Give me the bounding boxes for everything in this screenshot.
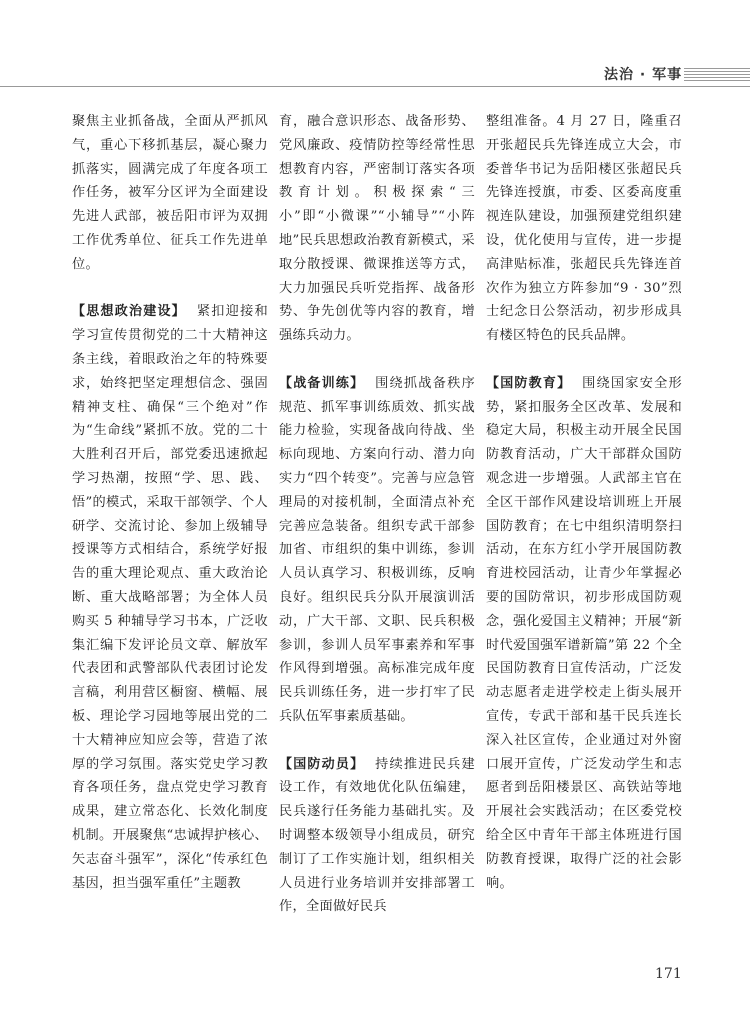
continued-paragraph: 整组准备。4 月 27 日，隆重召开张超民兵先锋连成立大会，市委普华书记为岳阳楼区张超民兵先锋连授旗，市委、区委高度重视连队建设，加强预建党组织建设，优化使用与宣传，进一步提高津贴标准，张超民兵先锋连首次作为独立方阵参加“9 · 30”烈士纪念日公祭活动，初步形成具有楼区特色的民兵品牌。 [486, 114, 682, 344]
intro-paragraph: 聚焦主业抓备战，全面从严抓风气，重心下移抓基层，凝心聚力抓落实，圆满完成了年度各项工作任务，被军分区评为全面建设先进人武部，被岳阳市评为双拥工作优秀单位、征兵工作先进单位。 [72, 114, 268, 272]
header-stripes-decoration [684, 68, 750, 82]
continued-paragraph: 育，融合意识形态、战备形势、党风廉政、疫情防控等经常性思想教育内容，严密制订落实各项教育计划。积极探索“三小”即“小微课”“小辅导”“小阵地”民兵思想政治教育新模式，采取分散授课、微课推送等方式，大力加强民兵听党指挥、战备形势、争先创优等内容的教育，增强练兵动力。 [279, 114, 475, 344]
section-title: 法治 · 军事 [604, 67, 683, 83]
header-rule [0, 86, 750, 87]
column-1 [72, 110, 268, 895]
section-heading-political: 【思想政治建设】 [72, 304, 186, 320]
section-body-mobilization: 持续推进民兵建设工作，有效地优化队伍编建，民兵遂行任务能力基础扎实。及时调整本级领导小组成员，研究制订了工作实施计划，组织相关人员进行业务培训并安排部署工作，全面做好民兵 [279, 756, 475, 915]
combat-training-paragraph [279, 372, 475, 729]
section-heading-mobilization: 【国防动员】 [279, 756, 365, 772]
section-body-defense-education: 围绕国家安全形势，紧扣服务全区改革、发展和稳定大局，积极主动开展全民国防教育活动，广大干部群众国防观念进一步增强。人武部主官在全区干部作风建设培训班上开展国防教育；在七中组织清明祭扫活动，在东方红小学开展国防教育进校园活动，让青少年掌握必要的国防常识，初步形成国防观念，强化爱国主义精神；开展“新时代爱国强军谱新篇”第 22 个全民国防教育日宣传活动，广泛发动志愿者走进学校走上街头展开宣传，专武干部和基干民兵连长深入社区宣传，企业通过对外窗口展开宣传，广泛发动学生和志愿者到岳阳楼景区、高铁站等地开展社会实践活动；在区委党校给全区中青年干部主体班进行国防教育授课，取得广泛的社会影响。 [486, 375, 682, 891]
section-body-political: 紧扣迎接和学习宣传贯彻党的二十大精神这条主线，着眼政治之年的特殊要求，始终把坚定理想信念、强固精神支柱、确保“三个绝对”作为“生命线”紧抓不放。党的二十大胜利召开后，部党委迅速掀起学习热潮，按照“学、思、践、悟”的模式，采取干部领学、个人研学、交流讨论、参加上级辅导授课等方式相结合，系统学好报告的重大理论观点、重大政治论断、重大战略部署；为全体人员购买 5 种辅导学习书本，广泛收集汇编下发评论员文章、解放军代表团和武警部队代表团讨论发言稿，利用营区橱窗、横幅、展板、理论学习园地等展出党的二十大精神应知应会等，营造了浓厚的学习氛围。落实党史学习教育各项任务，盘点党史学习教育成果，建立常态化、长效化制度机制。开展聚焦“忠诚捍护核心、矢志奋斗强军”，深化“传承红色基因，担当强军重任”主题教 [72, 304, 269, 891]
column-2 [279, 110, 475, 919]
mobilization-paragraph [279, 753, 475, 920]
section-heading-combat-training: 【战备训练】 [279, 375, 365, 391]
page-number: 171 [655, 966, 682, 982]
section-body-combat-training: 围绕抓战备秩序规范、抓军事训练质效、抓实战能力检验，实现备战向待战、坐标向现地、方案向行动、潜力向实力“四个转变”。完善与应急管理局的对接机制，全面清点补充完善应急装备。组织专武干部参加省、市组织的集中训练，参训人员认真学习、积极训练，反响良好。组织民兵分队开展演训活动，广大干部、文职、民兵积极参训，参训人员军事素养和军事作风得到增强。高标准完成年度民兵训练任务，进一步打牢了民兵队伍军事素质基础。 [279, 375, 475, 724]
section-heading-defense-education: 【国防教育】 [486, 375, 572, 391]
political-building-paragraph [72, 300, 268, 895]
column-3 [486, 110, 682, 895]
defense-education-paragraph [486, 372, 682, 896]
